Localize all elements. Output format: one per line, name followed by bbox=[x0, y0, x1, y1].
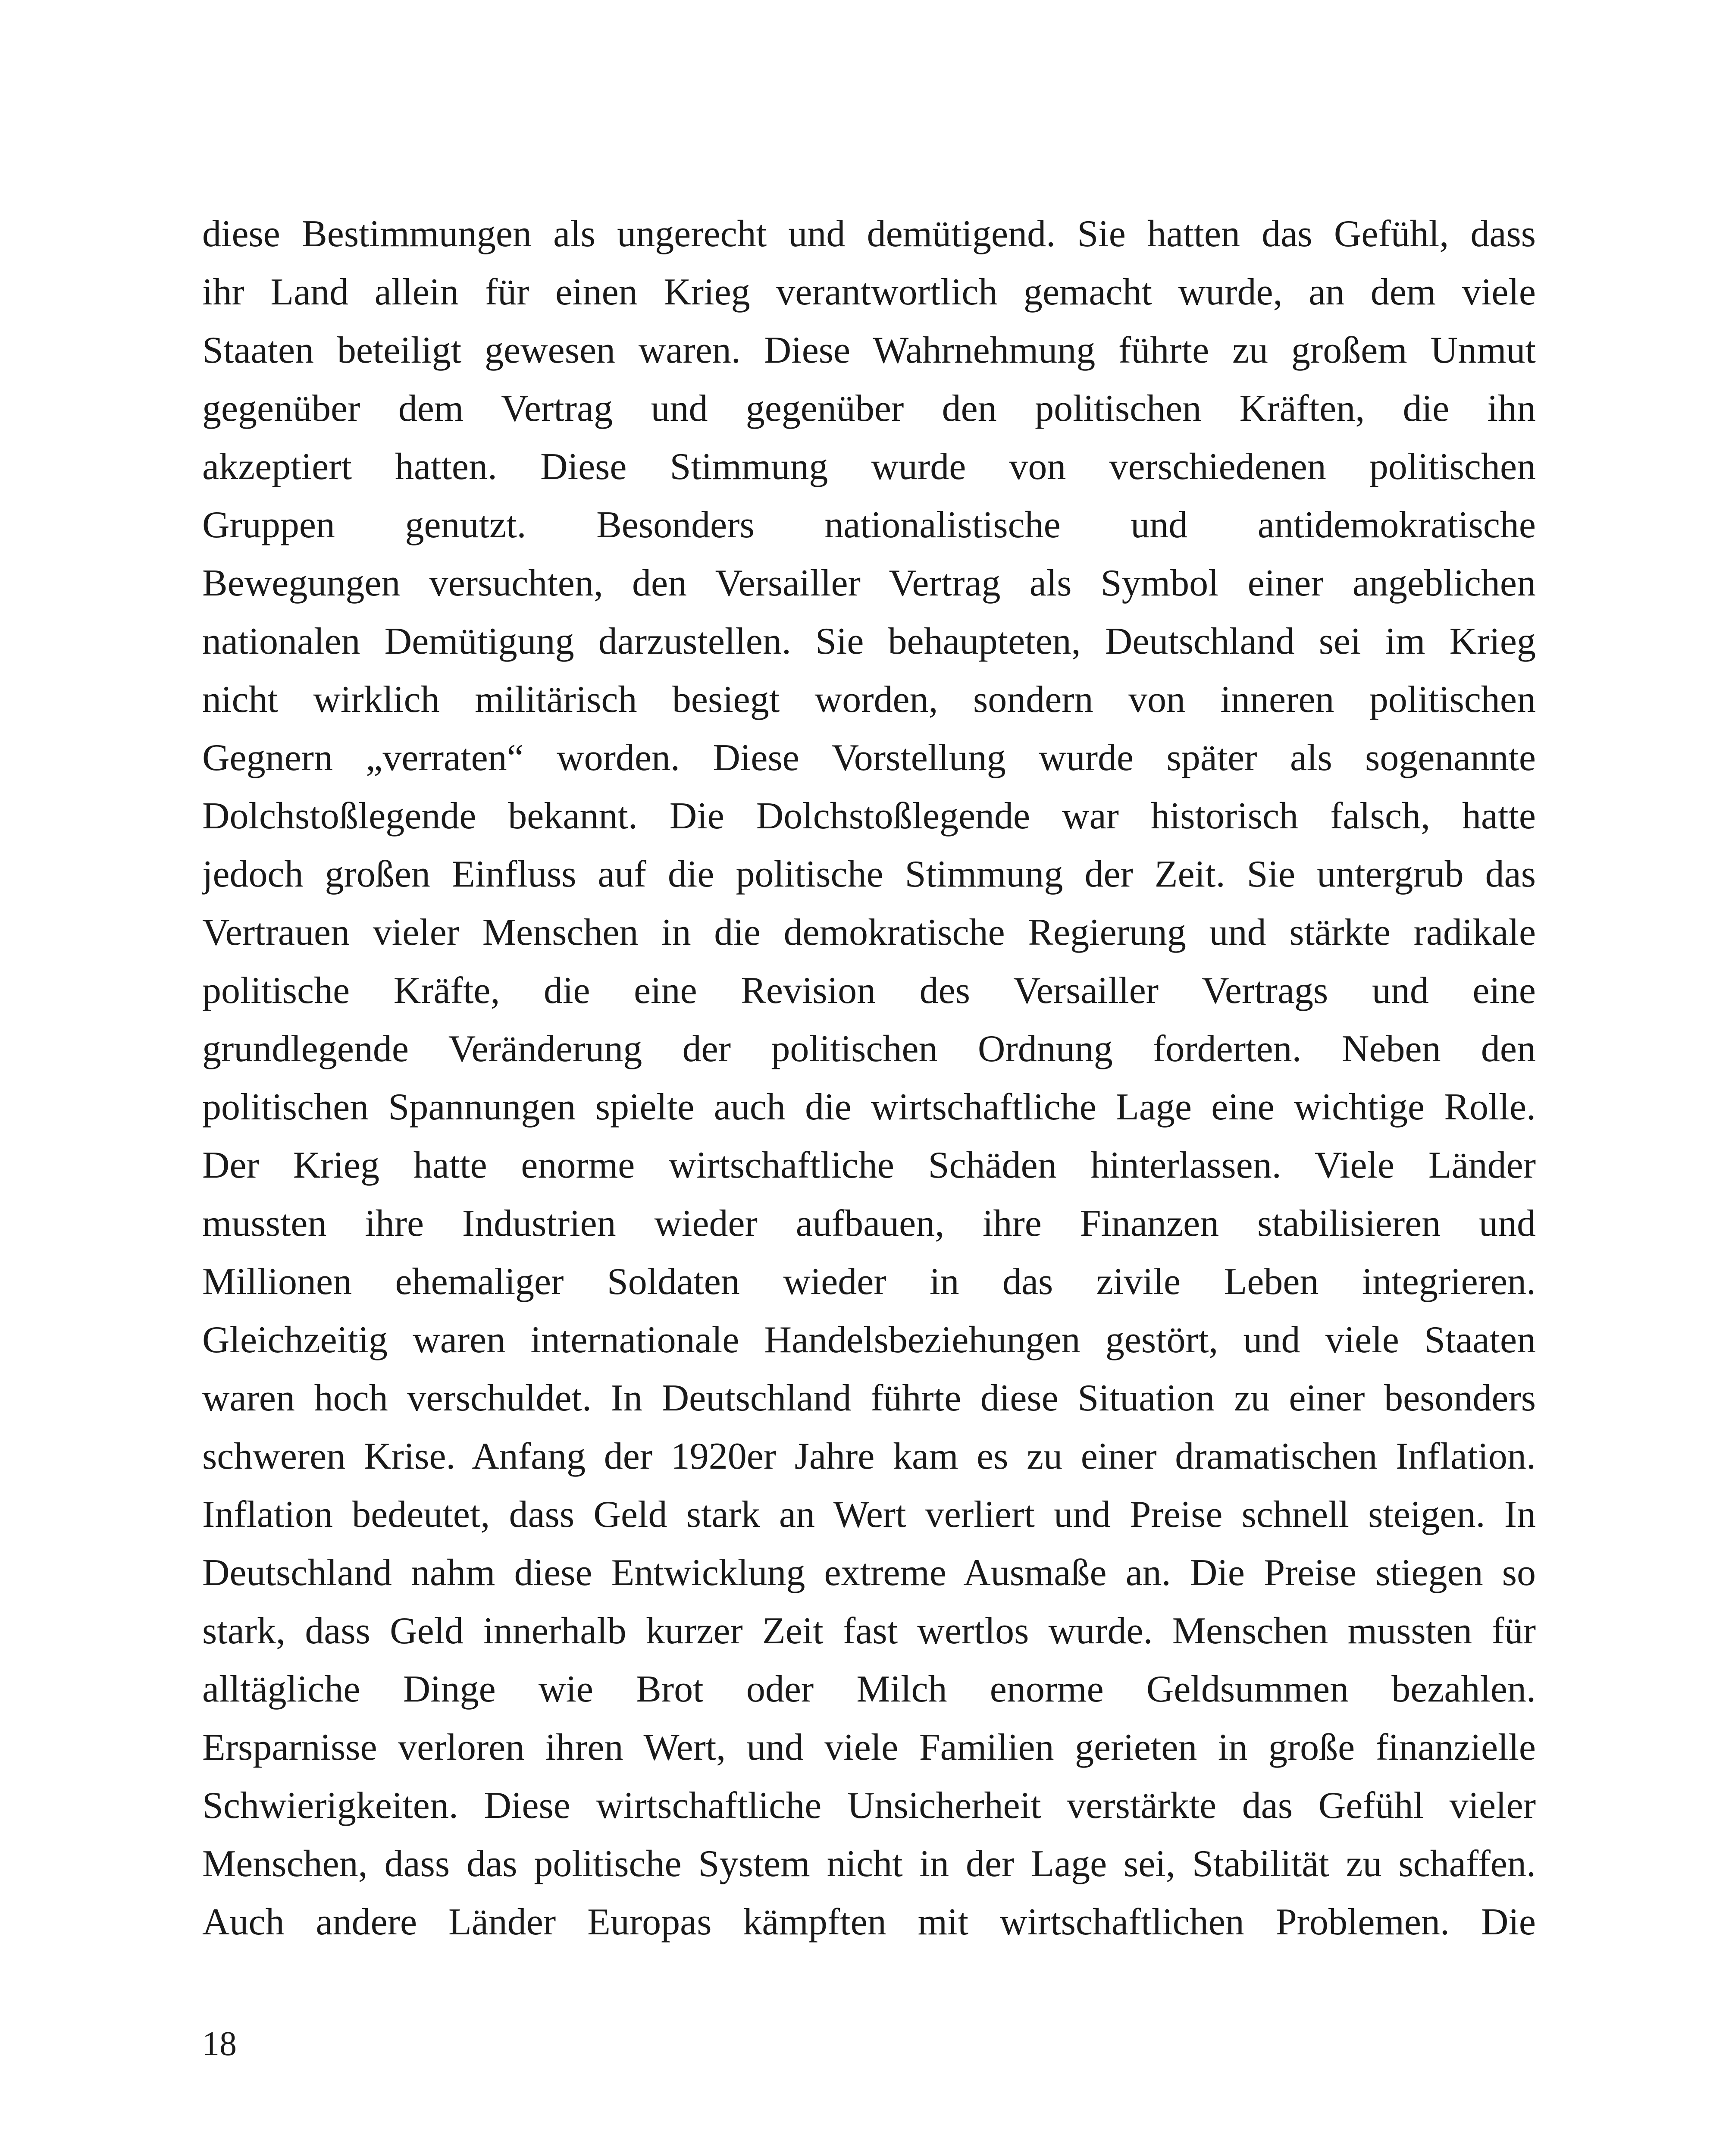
text-line: akzeptiert hatten. Diese Stimmung wurde von verschiedenen politischen bbox=[202, 446, 1536, 488]
text-line: Menschen, dass das politische System nicht in der Lage sei, Stabilität zu schaffen. bbox=[202, 1843, 1536, 1885]
text-line: Vertrauen vieler Menschen in die demokratische Regierung und stärkte radikale bbox=[202, 912, 1536, 953]
text-line: Gegnern „verraten“ worden. Diese Vorstellung wurde später als sogenannte bbox=[202, 737, 1536, 779]
text-line: ihr Land allein für einen Krieg verantwortlich gemacht wurde, an dem viele bbox=[202, 271, 1536, 313]
text-line: Inflation bedeutet, dass Geld stark an Wert verliert und Preise schnell steigen. In bbox=[202, 1494, 1536, 1536]
page-number: 18 bbox=[202, 2025, 237, 2063]
text-line: Ersparnisse verloren ihren Wert, und viele Familien gerieten in große finanzielle bbox=[202, 1727, 1536, 1768]
text-line: Der Krieg hatte enorme wirtschaftliche Schäden hinterlassen. Viele Länder bbox=[202, 1144, 1536, 1186]
text-line: Auch andere Länder Europas kämpften mit wirtschaftlichen Problemen. Die bbox=[202, 1901, 1536, 1943]
text-line: politischen Spannungen spielte auch die wirtschaftliche Lage eine wichtige Rolle. bbox=[202, 1086, 1536, 1128]
text-line: Staaten beteiligt gewesen waren. Diese Wahrnehmung führte zu großem Unmut bbox=[202, 329, 1536, 371]
text-line: nationalen Demütigung darzustellen. Sie behaupteten, Deutschland sei im Krieg bbox=[202, 620, 1536, 662]
text-line: diese Bestimmungen als ungerecht und demütigend. Sie hatten das Gefühl, dass bbox=[202, 213, 1536, 255]
text-line: gegenüber dem Vertrag und gegenüber den politischen Kräften, die ihn bbox=[202, 388, 1536, 429]
text-line: schweren Krise. Anfang der 1920er Jahre kam es zu einer dramatischen Inflation. bbox=[202, 1435, 1536, 1477]
text-line: alltägliche Dinge wie Brot oder Milch enorme Geldsummen bezahlen. bbox=[202, 1668, 1536, 1710]
text-line: politische Kräfte, die eine Revision des Versailler Vertrags und eine bbox=[202, 970, 1536, 1012]
text-line: mussten ihre Industrien wieder aufbauen, ihre Finanzen stabilisieren und bbox=[202, 1203, 1536, 1244]
text-line: Gruppen genutzt. Besonders nationalistische und antidemokratische bbox=[202, 504, 1536, 546]
text-line: stark, dass Geld innerhalb kurzer Zeit fast wertlos wurde. Menschen mussten für bbox=[202, 1610, 1536, 1652]
text-line: nicht wirklich militärisch besiegt worden, sondern von inneren politischen bbox=[202, 679, 1536, 721]
text-line: Schwierigkeiten. Diese wirtschaftliche Unsicherheit verstärkte das Gefühl vieler bbox=[202, 1785, 1536, 1827]
text-line: Bewegungen versuchten, den Versailler Vertrag als Symbol einer angeblichen bbox=[202, 562, 1536, 604]
text-line: Deutschland nahm diese Entwicklung extreme Ausmaße an. Die Preise stiegen so bbox=[202, 1552, 1536, 1594]
text-line: grundlegende Veränderung der politischen Ordnung forderten. Neben den bbox=[202, 1028, 1536, 1070]
text-line: Millionen ehemaliger Soldaten wieder in das zivile Leben integrieren. bbox=[202, 1261, 1536, 1303]
text-line: jedoch großen Einfluss auf die politische Stimmung der Zeit. Sie untergrub das bbox=[202, 853, 1536, 895]
body-text bbox=[202, 205, 1536, 1951]
text-line: Gleichzeitig waren internationale Handelsbeziehungen gestört, und viele Staaten bbox=[202, 1319, 1536, 1361]
text-line: waren hoch verschuldet. In Deutschland führte diese Situation zu einer besonders bbox=[202, 1377, 1536, 1419]
text-line: Dolchstoßlegende bekannt. Die Dolchstoßlegende war historisch falsch, hatte bbox=[202, 795, 1536, 837]
